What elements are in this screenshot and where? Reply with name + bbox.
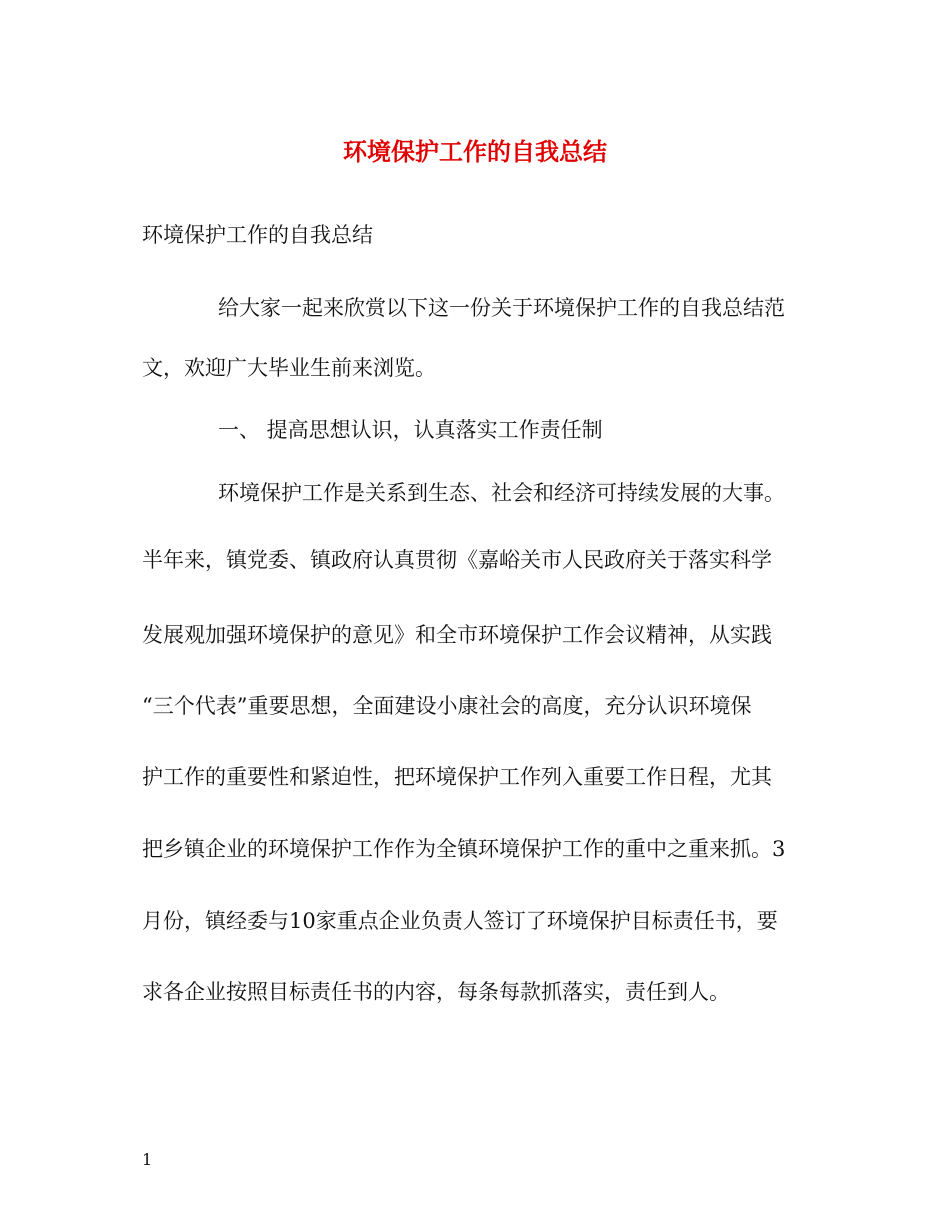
paragraph-line-1: 环境保护工作是关系到生态、社会和经济可持续发展的大事。 bbox=[218, 481, 785, 505]
paragraph-line-5: 护工作的重要性和紧迫性，把环境保护工作列入重要工作日程，尤其 bbox=[142, 765, 772, 789]
document-title: 环境保护工作的自我总结 bbox=[343, 137, 607, 166]
paragraph-line-2: 半年来，镇党委、镇政府认真贯彻《嘉峪关市人民政府关于落实科学 bbox=[142, 548, 772, 572]
intro-line-2: 文，欢迎广大毕业生前来浏览。 bbox=[142, 356, 436, 380]
paragraph-line-4: “三个代表”重要思想，全面建设小康社会的高度，充分认识环境保 bbox=[142, 694, 752, 718]
paragraph-line-6: 把乡镇企业的环境保护工作作为全镇环境保护工作的重中之重来抓。3 bbox=[142, 837, 786, 861]
paragraph-line-8: 求各企业按照目标责任书的内容，每条每款抓落实，责任到人。 bbox=[142, 980, 730, 1004]
section-heading: 一、 提高思想认识，认真落实工作责任制 bbox=[218, 418, 603, 442]
document-subtitle: 环境保护工作的自我总结 bbox=[142, 223, 373, 247]
paragraph-line-3: 发展观加强环境保护的意见》和全市环境保护工作会议精神，从实践 bbox=[142, 623, 772, 647]
page-number: 1 bbox=[142, 1150, 153, 1169]
intro-line-1: 给大家一起来欣赏以下这一份关于环境保护工作的自我总结范 bbox=[218, 296, 785, 320]
paragraph-line-7: 月份，镇经委与10家重点企业负责人签订了环境保护目标责任书，要 bbox=[142, 909, 778, 933]
